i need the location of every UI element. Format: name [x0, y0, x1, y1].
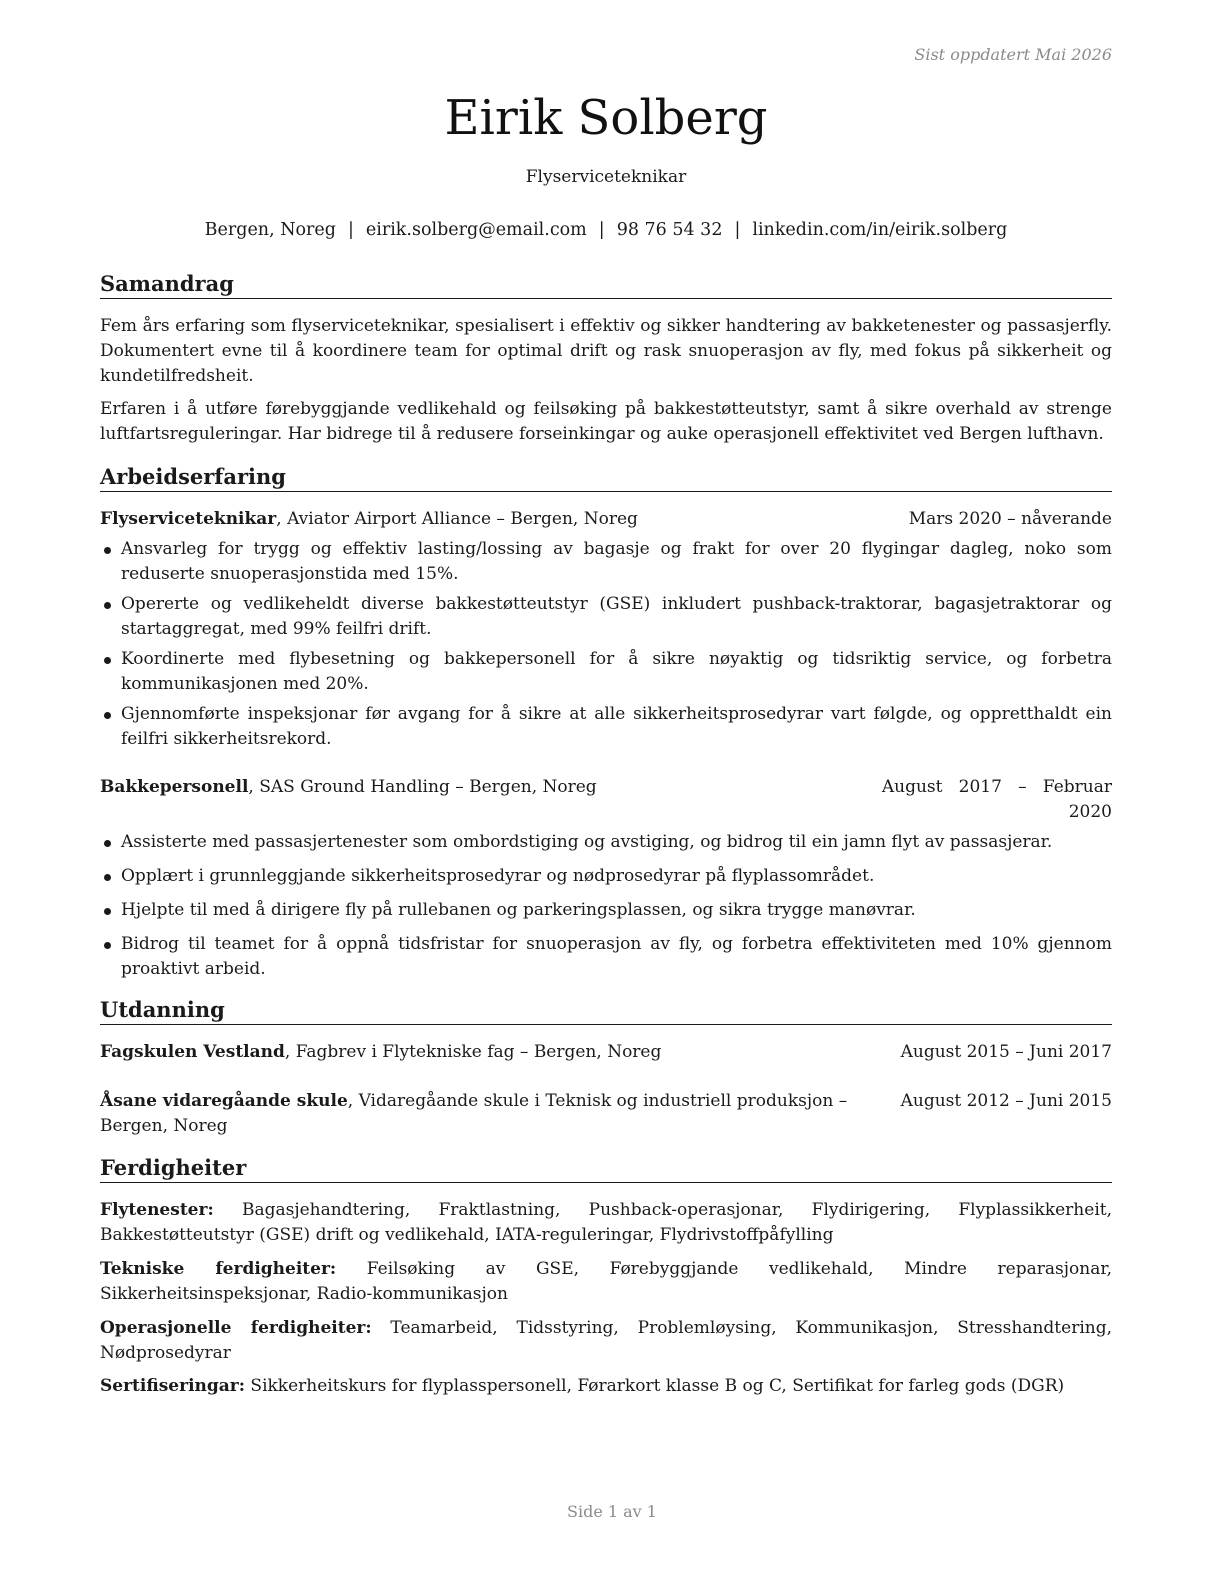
skill-group	[100, 1316, 1112, 1366]
skill-list: Sikkerheitskurs for flyplasspersonell, Førarkort klasse B og C, Sertifikat for farleg gods (DGR)	[245, 1376, 1065, 1396]
bullet-icon	[104, 657, 111, 664]
job-employer: , Aviator Airport Alliance – Bergen, Noreg	[276, 509, 638, 529]
list-item: Hjelpte til med å dirigere fly på rullebanen og parkeringsplassen, og sikra trygge manøvrar.	[100, 898, 1112, 923]
summary-paragraph: Fem års erfaring som flyserviceteknikar, spesialisert i effektiv og sikker handtering av bakketenester og passasjerfly. Dokumentert evne til å koordinere team for optimal drift og rask snuoperasjon av fly, med fokus på sikkerheit og kundetilfredsheit.	[100, 316, 1112, 386]
bullet-icon	[104, 942, 111, 949]
bullet-icon	[104, 908, 111, 915]
section-heading-experience: Arbeidserfaring	[100, 464, 1112, 492]
contact-separator: |	[734, 220, 741, 240]
last-updated: Sist oppdatert Mai 2026	[914, 45, 1112, 64]
job-dates: August 2017 – Februar	[881, 777, 1112, 797]
job-title: Flyserviceteknikar	[100, 509, 277, 529]
job-title: Flyserviceteknikar	[525, 167, 687, 187]
bullet-icon	[104, 874, 111, 881]
skill-label: Sertifiseringar:	[100, 1376, 246, 1396]
summary-paragraph: Erfaren i å utføre førebyggjande vedlikehald og feilsøking på bakkestøtteutstyr, samt å sikre overhald av strenge luftfartsreguleringar. Har bidrege til å redusere forseinkingar og auke operasjonell effektivitet ved Bergen lufthavn.	[100, 399, 1112, 444]
education-location: Bergen, Noreg	[100, 1116, 228, 1136]
list-item: Koordinerte med flybesetning og bakkepersonell for å sikre nøyaktig og tidsriktig service, og forbetra kommunikasjonen med 20%.	[100, 647, 1112, 697]
bullet-icon	[104, 547, 111, 554]
job-bullets	[100, 537, 1112, 752]
contact-location: Bergen, Noreg	[204, 220, 336, 240]
list-item: Gjennomførte inspeksjonar før avgang for å sikre at alle sikkerheitsprosedyrar vart følgde, og oppretthaldt ein feilfri sikkerheitsrekord.	[100, 702, 1112, 752]
section-heading-skills: Ferdigheiter	[100, 1155, 1112, 1183]
job-title: Bakkepersonell	[100, 777, 249, 797]
candidate-name: Eirik Solberg	[444, 90, 768, 146]
summary-block	[100, 314, 1112, 455]
list-item: Assisterte med passasjertenester som ombordstiging og avstiging, og bidrog til ein jamn flyt av passasjerar.	[100, 830, 1112, 855]
contact-linkedin[interactable]: linkedin.com/in/eirik.solberg	[752, 220, 1008, 240]
skill-list: Teamarbeid, Tidsstyring, Problemløysing, Kommunikasjon, Stresshandtering, Nødprosedyrar	[100, 1318, 1112, 1363]
education-dates: August 2012 – Juni 2015	[900, 1091, 1112, 1111]
list-item: Bidrog til teamet for å oppnå tidsfristar for snuoperasjon av fly, og forbetra effektiviteten med 10% gjennom proaktivt arbeid.	[100, 932, 1112, 982]
list-item: Opererte og vedlikeheldt diverse bakkestøtteutstyr (GSE) inkludert pushback-traktorar, bagasjetraktorar og startaggregat, med 99% feilfri drift.	[100, 592, 1112, 642]
contact-line	[100, 220, 1112, 240]
skill-list: Feilsøking av GSE, Førebyggjande vedlikehald, Mindre reparasjonar, Sikkerheitsinspeksjonar, Radio-kommunikasjon	[100, 1259, 1112, 1304]
skill-group	[100, 1374, 1112, 1399]
skill-label: Flytenester:	[100, 1200, 214, 1220]
list-item: Ansvarleg for trygg og effektiv lasting/lossing av bagasje og frakt for over 20 flygingar dagleg, noko som reduserte snuoperasjonstida med 15%.	[100, 537, 1112, 587]
bullet-icon	[104, 840, 111, 847]
skill-group	[100, 1198, 1112, 1248]
job-employer: , SAS Ground Handling – Bergen, Noreg	[248, 777, 597, 797]
list-item: Opplært i grunnleggjande sikkerheitsprosedyrar og nødprosedyrar på flyplassområdet.	[100, 864, 1112, 889]
job-dates-year: 2020	[1068, 802, 1112, 822]
bullet-icon	[104, 602, 111, 609]
bullet-icon	[104, 712, 111, 719]
skill-label: Tekniske ferdigheiter:	[100, 1259, 337, 1279]
section-heading-summary: Samandrag	[100, 271, 1112, 299]
section-heading-education: Utdanning	[100, 997, 1112, 1025]
contact-phone: 98 76 54 32	[616, 220, 723, 240]
page-number: Side 1 av 1	[567, 1502, 657, 1521]
education-detail: , Vidaregåande skule i Teknisk og industriell produksjon –	[347, 1091, 848, 1111]
job-dates: Mars 2020 – nåverande	[908, 509, 1112, 529]
job-bullets	[100, 830, 1112, 982]
contact-separator: |	[347, 220, 354, 240]
education-detail: , Fagbrev i Flytekniske fag – Bergen, Noreg	[284, 1042, 662, 1062]
skill-group	[100, 1257, 1112, 1307]
skill-list: Bagasjehandtering, Fraktlastning, Pushback-operasjonar, Flydirigering, Flyplassikkerheit, Bakkestøtteutstyr (GSE) drift og vedlikehald, IATA-reguleringar, Flydrivstoffpåfylling	[100, 1200, 1112, 1245]
education-dates: August 2015 – Juni 2017	[900, 1042, 1112, 1062]
school-name: Åsane vidaregåande skule	[100, 1091, 348, 1111]
school-name: Fagskulen Vestland	[100, 1042, 285, 1062]
contact-email[interactable]: eirik.solberg@email.com	[365, 220, 587, 240]
skill-label: Operasjonelle ferdigheiter:	[100, 1318, 372, 1338]
contact-separator: |	[598, 220, 605, 240]
